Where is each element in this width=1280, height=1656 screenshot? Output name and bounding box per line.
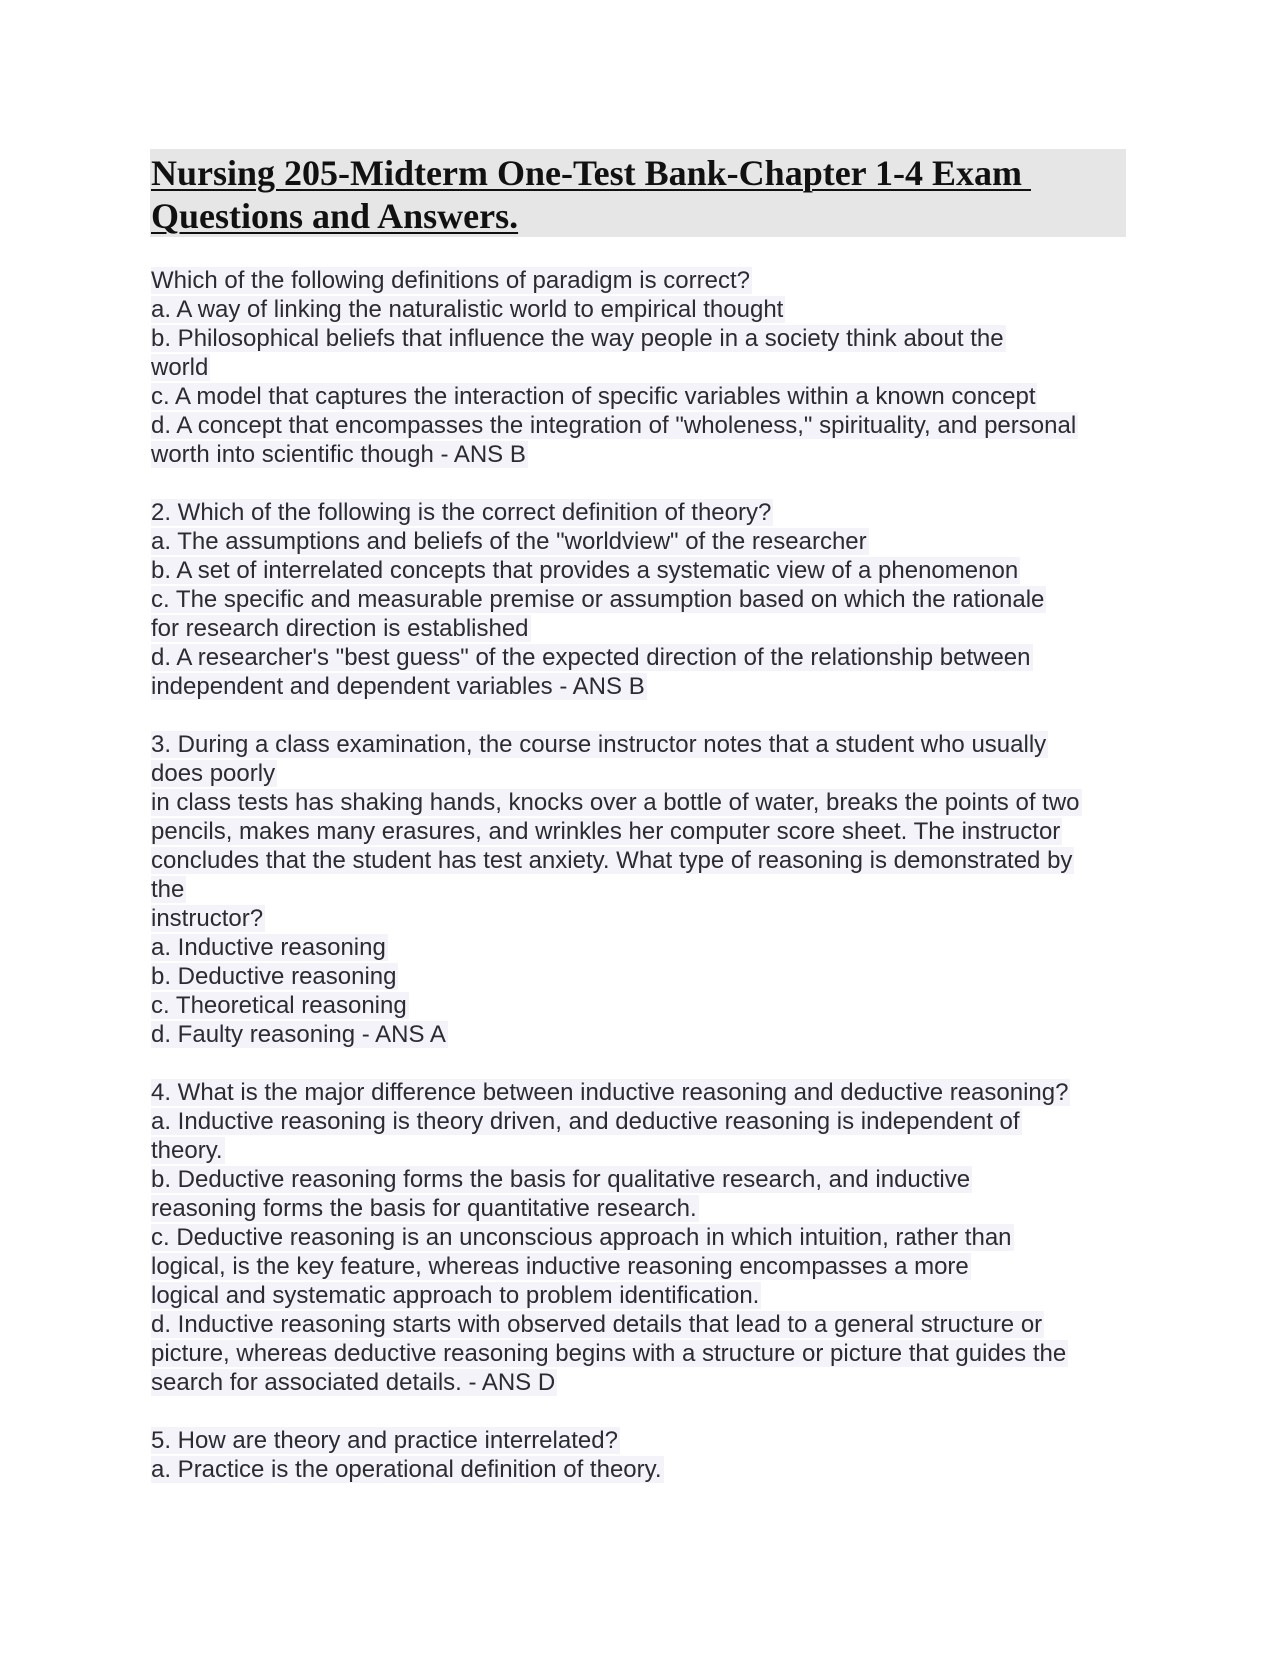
text-line-content: theory. (151, 1137, 223, 1164)
text-line (151, 586, 1141, 615)
text-line-content: c. Theoretical reasoning (151, 992, 407, 1019)
question-block (151, 499, 1141, 702)
text-line (151, 1456, 1141, 1485)
block-spacer (151, 470, 1141, 499)
text-line (151, 1021, 1141, 1050)
text-line-content: worth into scientific though - ANS B (151, 441, 526, 468)
text-line-content: b. Deductive reasoning (151, 963, 397, 990)
text-line (151, 615, 1141, 644)
text-line-content: a. A way of linking the naturalistic world to empirical thought (151, 296, 784, 323)
text-line-content: d. A concept that encompasses the integration of "wholeness," spirituality, and personal (151, 412, 1077, 439)
block-spacer (151, 1398, 1141, 1427)
text-line (151, 1166, 1141, 1195)
text-line (151, 1224, 1141, 1253)
text-line (151, 876, 1141, 905)
text-line-content: b. Deductive reasoning forms the basis for qualitative research, and inductive (151, 1166, 971, 1193)
text-line (151, 731, 1141, 760)
text-line (151, 1340, 1141, 1369)
text-line-content: search for associated details. - ANS D (151, 1369, 556, 1396)
text-line-content: c. The specific and measurable premise or assumption based on which the rationale (151, 586, 1045, 613)
text-line (151, 441, 1141, 470)
text-line (151, 557, 1141, 586)
text-line (151, 963, 1141, 992)
text-line-content: a. Inductive reasoning is theory driven, and deductive reasoning is independent of (151, 1108, 1020, 1135)
text-line-content: the (151, 876, 185, 903)
text-line-content: picture, whereas deductive reasoning begins with a structure or picture that guides the (151, 1340, 1067, 1367)
text-line (151, 673, 1141, 702)
text-line (151, 296, 1141, 325)
question-block (151, 1079, 1141, 1398)
text-line-content: d. A researcher's "best guess" of the expected direction of the relationship between (151, 644, 1031, 671)
text-line-content: b. Philosophical beliefs that influence the way people in a society think about the (151, 325, 1004, 352)
text-line-content: d. Faulty reasoning - ANS A (151, 1021, 446, 1048)
text-line (151, 267, 1141, 296)
text-line-content: does poorly (151, 760, 276, 787)
text-line (151, 325, 1141, 354)
text-line-content: c. A model that captures the interaction of specific variables within a known concept (151, 383, 1036, 410)
question-block (151, 731, 1141, 1050)
text-line (151, 1369, 1141, 1398)
text-line (151, 1427, 1141, 1456)
text-line (151, 1282, 1141, 1311)
text-line (151, 992, 1141, 1021)
text-line-content: a. The assumptions and beliefs of the "worldview" of the researcher (151, 528, 867, 555)
text-line (151, 905, 1141, 934)
text-line (151, 1108, 1141, 1137)
text-line-content: reasoning forms the basis for quantitative research. (151, 1195, 697, 1222)
text-line-content: d. Inductive reasoning starts with observed details that lead to a general structure or (151, 1311, 1043, 1338)
text-line (151, 528, 1141, 557)
question-block (151, 1427, 1141, 1485)
text-line (151, 1137, 1141, 1166)
block-spacer (151, 1050, 1141, 1079)
text-line-content: Which of the following definitions of paradigm is correct? (151, 267, 750, 294)
text-line-content: a. Inductive reasoning (151, 934, 386, 961)
document-title-line-1: Nursing 205-Midterm One-Test Bank-Chapter 1-4 Exam (151, 153, 1031, 193)
text-line-content: for research direction is established (151, 615, 529, 642)
text-line (151, 789, 1141, 818)
text-line-content: 3. During a class examination, the course instructor notes that a student who usually (151, 731, 1047, 758)
text-line-content: 2. Which of the following is the correct definition of theory? (151, 499, 772, 526)
text-line (151, 383, 1141, 412)
text-line (151, 644, 1141, 673)
text-line-content: b. A set of interrelated concepts that provides a systematic view of a phenomenon (151, 557, 1019, 584)
text-line-content: c. Deductive reasoning is an unconscious approach in which intuition, rather than (151, 1224, 1012, 1251)
text-line-content: 5. How are theory and practice interrelated? (151, 1427, 618, 1454)
document-body (151, 267, 1141, 1485)
text-line-content: concludes that the student has test anxiety. What type of reasoning is demonstrated by (151, 847, 1073, 874)
text-line (151, 818, 1141, 847)
text-line-content: instructor? (151, 905, 264, 932)
text-line (151, 934, 1141, 963)
question-block (151, 267, 1141, 470)
text-line (151, 1079, 1141, 1108)
text-line (151, 1195, 1141, 1224)
text-line (151, 847, 1141, 876)
text-line (151, 1253, 1141, 1282)
text-line-content: a. Practice is the operational definition of theory. (151, 1456, 662, 1483)
text-line (151, 412, 1141, 441)
text-line-content: 4. What is the major difference between inductive reasoning and deductive reasoning? (151, 1079, 1069, 1106)
document-title-line-2: Questions and Answers. (151, 196, 519, 236)
text-line (151, 499, 1141, 528)
text-line-content: logical, is the key feature, whereas inductive reasoning encompasses a more (151, 1253, 969, 1280)
text-line-content: world (151, 354, 209, 381)
text-line-content: pencils, makes many erasures, and wrinkles her computer score sheet. The instructor (151, 818, 1061, 845)
text-line-content: in class tests has shaking hands, knocks over a bottle of water, breaks the points of two (151, 789, 1080, 816)
text-line (151, 760, 1141, 789)
text-line-content: independent and dependent variables - ANS B (151, 673, 645, 700)
block-spacer (151, 702, 1141, 731)
text-line-content: logical and systematic approach to problem identification. (151, 1282, 760, 1309)
text-line (151, 354, 1141, 383)
text-line (151, 1311, 1141, 1340)
